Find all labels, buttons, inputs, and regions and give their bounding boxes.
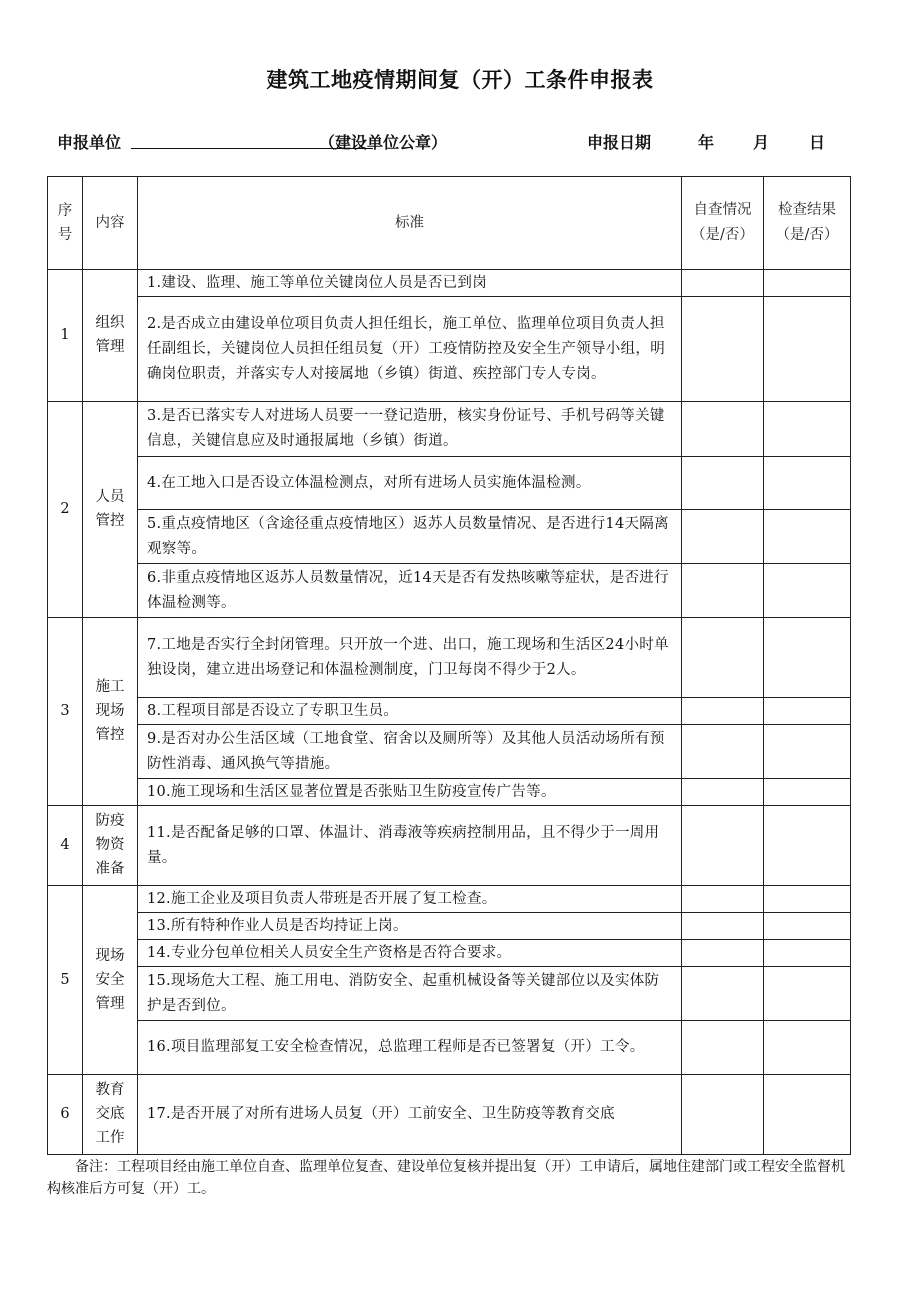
year-label: 年	[698, 133, 715, 152]
checklist-table	[47, 176, 851, 1155]
form-title: 建筑工地疫情期间复（开）工条件申报表	[266, 68, 654, 92]
check-result-cell[interactable]	[764, 1075, 851, 1155]
standard-cell: 13.所有特种作业人员是否均持证上岗。	[138, 913, 682, 940]
content-cell: 防疫物资准备	[83, 806, 138, 886]
table-row	[48, 457, 851, 510]
standard-cell: 14.专业分包单位相关人员安全生产资格是否符合要求。	[138, 940, 682, 967]
check-result-cell[interactable]	[764, 913, 851, 940]
standard-cell: 17.是否开展了对所有进场人员复（开）工前安全、卫生防疫等教育交底	[138, 1075, 682, 1155]
check-result-cell[interactable]	[764, 618, 851, 698]
check-result-cell[interactable]	[764, 564, 851, 618]
check-result-cell[interactable]	[764, 297, 851, 402]
standard-cell: 9.是否对办公生活区域（工地食堂、宿舍以及厕所等）及其他人员活动场所有预防性消毒、通风换气等措施。	[138, 725, 682, 779]
check-result-cell[interactable]	[764, 886, 851, 913]
table-row	[48, 779, 851, 806]
self-check-cell[interactable]	[682, 806, 764, 886]
table-row	[48, 698, 851, 725]
check-result-cell[interactable]	[764, 698, 851, 725]
header-seq: 序号	[48, 177, 83, 270]
table-row	[48, 806, 851, 886]
table-row	[48, 402, 851, 457]
seq-cell: 6	[48, 1075, 83, 1155]
footnote: 备注：工程项目经由施工单位自查、监理单位复查、建设单位复核并提出复（开）工申请后，属地住建部门或工程安全监督机构核准后方可复（开）工。	[47, 1159, 845, 1197]
content-cell: 现场安全管理	[83, 886, 138, 1075]
table-row	[48, 1075, 851, 1155]
day-label: 日	[809, 133, 826, 152]
table-row	[48, 510, 851, 564]
self-check-cell[interactable]	[682, 698, 764, 725]
standard-cell: 2.是否成立由建设单位项目负责人担任组长，施工单位、监理单位项目负责人担任副组长，关键岗位人员担任组员复（开）工疫情防控及安全生产领导小组，明确岗位职责，并落实专人对接属地（乡镇）街道、疾控部门专人专岗。	[138, 297, 682, 402]
content-cell: 教育交底工作	[83, 1075, 138, 1155]
header-standard: 标准	[138, 177, 682, 270]
date-label: 申报日期	[587, 133, 652, 152]
standard-cell: 8.工程项目部是否设立了专职卫生员。	[138, 698, 682, 725]
table-row	[48, 297, 851, 402]
header-self-check: 自查情况（是/否）	[682, 177, 764, 270]
self-check-cell[interactable]	[682, 564, 764, 618]
check-result-cell[interactable]	[764, 967, 851, 1021]
self-check-cell[interactable]	[682, 510, 764, 564]
standard-cell: 4.在工地入口是否设立体温检测点，对所有进场人员实施体温检测。	[138, 457, 682, 510]
table-row	[48, 618, 851, 698]
self-check-cell[interactable]	[682, 1021, 764, 1075]
check-result-cell[interactable]	[764, 457, 851, 510]
content-cell: 施工现场管控	[83, 618, 138, 806]
standard-cell: 12.施工企业及项目负责人带班是否开展了复工检查。	[138, 886, 682, 913]
check-result-cell[interactable]	[764, 806, 851, 886]
standard-cell: 5.重点疫情地区（含途径重点疫情地区）返苏人员数量情况、是否进行14天隔离观察等。	[138, 510, 682, 564]
check-result-cell[interactable]	[764, 779, 851, 806]
check-result-cell[interactable]	[764, 510, 851, 564]
table-row	[48, 564, 851, 618]
self-check-cell[interactable]	[682, 779, 764, 806]
check-result-cell[interactable]	[764, 402, 851, 457]
seal-label: （建设单位公章）	[319, 133, 448, 152]
seq-cell: 5	[48, 886, 83, 1075]
seq-cell: 4	[48, 806, 83, 886]
self-check-cell[interactable]	[682, 967, 764, 1021]
standard-cell: 6.非重点疫情地区返苏人员数量情况，近14天是否有发热咳嗽等症状，是否进行体温检测等。	[138, 564, 682, 618]
check-result-cell[interactable]	[764, 940, 851, 967]
standard-cell: 7.工地是否实行全封闭管理。只开放一个进、出口，施工现场和生活区24小时单独设岗，建立进出场登记和体温检测制度，门卫每岗不得少于2人。	[138, 618, 682, 698]
seq-cell: 1	[48, 270, 83, 402]
content-cell: 组织管理	[83, 270, 138, 402]
self-check-cell[interactable]	[682, 913, 764, 940]
header-content: 内容	[83, 177, 138, 270]
standard-cell: 16.项目监理部复工安全检查情况，总监理工程师是否已签署复（开）工令。	[138, 1021, 682, 1075]
self-check-cell[interactable]	[682, 457, 764, 510]
table-row	[48, 1021, 851, 1075]
self-check-cell[interactable]	[682, 1075, 764, 1155]
header-check-result: 检查结果（是/否）	[764, 177, 851, 270]
self-check-cell[interactable]	[682, 886, 764, 913]
check-result-cell[interactable]	[764, 1021, 851, 1075]
standard-cell: 1.建设、监理、施工等单位关键岗位人员是否已到岗	[138, 270, 682, 297]
table-row	[48, 913, 851, 940]
table-row	[48, 940, 851, 967]
self-check-cell[interactable]	[682, 297, 764, 402]
month-label: 月	[753, 133, 770, 152]
seq-cell: 3	[48, 618, 83, 806]
table-row	[48, 967, 851, 1021]
check-result-cell[interactable]	[764, 270, 851, 297]
table-row	[48, 886, 851, 913]
self-check-cell[interactable]	[682, 270, 764, 297]
self-check-cell[interactable]	[682, 402, 764, 457]
unit-label: 申报单位	[57, 133, 122, 152]
standard-cell: 11.是否配备足够的口罩、体温计、消毒液等疾病控制用品，且不得少于一周用量。	[138, 806, 682, 886]
self-check-cell[interactable]	[682, 618, 764, 698]
standard-cell: 3.是否已落实专人对进场人员要一一登记造册，核实身份证号、手机号码等关键信息，关键信息应及时通报属地（乡镇）街道。	[138, 402, 682, 457]
self-check-cell[interactable]	[682, 940, 764, 967]
table-header-row	[48, 177, 851, 270]
form-header	[57, 128, 837, 154]
check-result-cell[interactable]	[764, 725, 851, 779]
seq-cell: 2	[48, 402, 83, 618]
self-check-cell[interactable]	[682, 725, 764, 779]
content-cell: 人员管控	[83, 402, 138, 618]
table-row	[48, 725, 851, 779]
standard-cell: 15.现场危大工程、施工用电、消防安全、起重机械设备等关键部位以及实体防护是否到位。	[138, 967, 682, 1021]
table-row	[48, 270, 851, 297]
standard-cell: 10.施工现场和生活区显著位置是否张贴卫生防疫宣传广告等。	[138, 779, 682, 806]
